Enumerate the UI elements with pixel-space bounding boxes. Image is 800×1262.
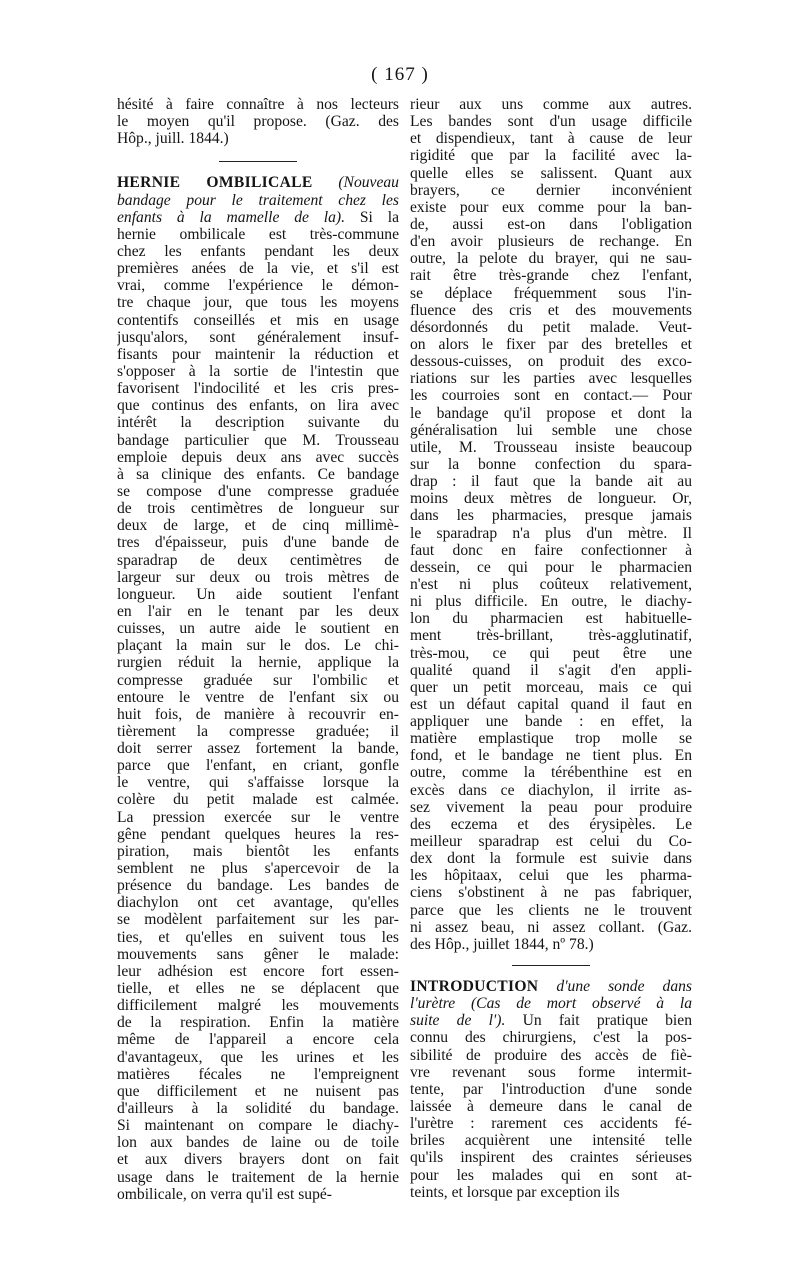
text-line: huit fois, de manière à recouvrir en- — [117, 705, 399, 723]
left-column — [117, 96, 399, 1203]
text-line: des eczema et des érysipèles. Le — [410, 815, 692, 833]
text-line: brayers, ce dernier inconvénient — [410, 181, 692, 199]
article-subtitle-line: bandage pour le traitement chez les — [117, 191, 399, 209]
text-line: cuisses, un autre aide le soutient en — [117, 620, 399, 638]
text-line: ment très-brillant, très-agglutinatif, — [410, 627, 692, 645]
text-line: parce que les clients ne le trouvent — [410, 901, 692, 919]
text-line: ties, et qu'elles en suivent tous les — [117, 928, 399, 946]
text-line: plaçant la main sur le dos. Le chi- — [117, 637, 399, 655]
intro-paragraph — [117, 96, 399, 147]
text-line: meilleur sparadrap est celui du Co- — [410, 833, 692, 851]
text-line: dessein, ce qui pour le pharmacien — [410, 558, 692, 576]
text-line: dessous-cuisses, on produit des exco- — [410, 353, 692, 371]
text-line: favorisent l'indocilité et les cris pres- — [117, 380, 399, 398]
text-line: colère du petit malade est calmée. — [117, 791, 399, 809]
text-line: briles acquièrent une intensité telle — [410, 1132, 692, 1150]
text-line: ni assez beau, ni assez collant. (Gaz. — [410, 918, 692, 936]
text-line: hésité à faire connaître à nos lecteurs — [117, 96, 399, 113]
text-line: outre, la pelote du brayer, qui ne sau- — [410, 250, 692, 268]
text-line: connu des chirurgiens, c'est la pos- — [410, 1029, 692, 1047]
text-line: contentifs conseillés et mis en usage — [117, 311, 399, 329]
text-line: même de l'appareil a encore cela — [117, 1031, 399, 1049]
text-line: de trois centimètres de longueur sur — [117, 500, 399, 518]
article2-subtitle-line: suite de l'). Un fait pratique bien — [410, 1012, 692, 1030]
text-line: vre revenant sous forme intermit- — [410, 1063, 692, 1081]
text-line: le ventre, qui s'affaisse lorsque la — [117, 774, 399, 792]
text-line: en l'air en le tenant par les deux — [117, 602, 399, 620]
text-line: tielle, et elles ne se déplacent que — [117, 980, 399, 998]
text-line: sez vivement la peau pour produire — [410, 798, 692, 816]
text-line: que continus des enfants, on lira avec — [117, 397, 399, 415]
text-line: hernie ombilicale est très-commune — [117, 225, 399, 243]
text-line: de la respiration. Enfin la matière — [117, 1014, 399, 1032]
text-line: diachylon ont cet avantage, qu'elles — [117, 894, 399, 912]
text-line: drap : il faut que la bande ait au — [410, 473, 692, 491]
text-line: fluence des cris et des mouvements — [410, 301, 692, 319]
article-heading: HERNIE OMBILICALE — [117, 174, 313, 192]
article2-subtitle-line: l'urètre (Cas de mort observé à la — [410, 995, 692, 1013]
text-line: dans les pharmacies, presque jamais — [410, 507, 692, 525]
text-line: faut donc en faire confectionner à — [410, 541, 692, 559]
section-divider — [219, 161, 297, 162]
text-line: matières fécales ne l'empreignent — [117, 1065, 399, 1083]
text-line: et dispendieux, tant à cause de leur — [410, 130, 692, 148]
text-line: les courroies sont en contact.— Pour — [410, 387, 692, 405]
text-line: entoure le ventre de l'enfant six ou — [117, 688, 399, 706]
text-line: Hôp., juill. 1844.) — [117, 130, 229, 148]
text-line: tièrement la compresse graduée; il — [117, 722, 399, 740]
text-line: excès dans ce diachylon, il irrite as- — [410, 781, 692, 799]
article-heading-line — [117, 174, 399, 191]
text-line: et aux divers brayers dont on fait — [117, 1151, 399, 1169]
text-line: généralisation lui semble une chose — [410, 421, 692, 439]
text-line: semblent ne plus s'apercevoir de la — [117, 860, 399, 878]
text-line: rait être très-grande chez l'enfant, — [410, 267, 692, 285]
article2-body — [410, 1029, 692, 1200]
text-line: très-mou, ce qui peut être une — [410, 644, 692, 662]
text-line: le bandage qu'il propose et dont la — [410, 404, 692, 422]
text-line: n'est ni plus coûteux relativement, — [410, 575, 692, 593]
text-line: compresse graduée sur l'ombilic et — [117, 671, 399, 689]
text-line: rigidité que par la facilité avec la- — [410, 147, 692, 165]
text-line: sparadrap de deux centimètres de — [117, 551, 399, 569]
text-line: utile, M. Trousseau insiste beaucoup — [410, 438, 692, 456]
page-number: ( 167 ) — [371, 64, 429, 85]
text-line: bandage particulier que M. Trousseau — [117, 431, 399, 449]
text-line: se modèlent parfaitement sur les par- — [117, 911, 399, 929]
text-line: sur la bonne confection du spara- — [410, 455, 692, 473]
text-line: lon aux bandes de laine ou de toile — [117, 1134, 399, 1152]
text-line: sibilité de produire des accès de fiè- — [410, 1046, 692, 1064]
text-line: présence du bandage. Les bandes de — [117, 877, 399, 895]
text-line: doit serrer assez fortement la bande, — [117, 740, 399, 758]
text-line: leur adhésion est encore fort essen- — [117, 962, 399, 980]
text-line: d'en avoir plusieurs de rechange. En — [410, 233, 692, 251]
article-subtitle-start: (Nouveau — [338, 174, 399, 192]
text-line: qualité quand il s'agit d'en appli- — [410, 661, 692, 679]
text-line: tente, par l'introduction d'une sonde — [410, 1080, 692, 1098]
text-line: rieur aux uns comme aux autres. — [410, 96, 692, 113]
text-line: parce que l'enfant, en criant, gonfle — [117, 757, 399, 775]
text-line: intérêt la description suivante du — [117, 414, 399, 432]
text-line: ciens s'obstinent à ne pas fabriquer, — [410, 884, 692, 902]
text-line: se déplace fréquemment sous l'in- — [410, 284, 692, 302]
text-line: fisants pour maintenir la réduction et — [117, 345, 399, 363]
text-line: de, aussi est-on dans l'obligation — [410, 215, 692, 233]
text-line: emploie depuis deux ans avec succès — [117, 448, 399, 466]
text-line: d'avantageux, que les urines et les — [117, 1048, 399, 1066]
text-line: teints, et lorsque par exception ils — [410, 1183, 620, 1201]
text-line: tres d'épaisseur, puis d'une bande de — [117, 534, 399, 552]
article2-heading: INTRODUCTION — [410, 978, 539, 996]
text-line: des Hôp., juillet 1844, nº 78.) — [410, 935, 594, 953]
article-subtitle-line: enfants à la mamelle de la). Si la — [117, 208, 399, 226]
text-line: difficilement malgré les mouvements — [117, 997, 399, 1015]
text-line: appliquer une bande : en effet, la — [410, 713, 692, 731]
text-line: qu'ils inspirent des craintes sérieuses — [410, 1149, 692, 1167]
text-line: lon du pharmacien est habituelle- — [410, 610, 692, 628]
text-line: est un défaut capital quand il faut en — [410, 695, 692, 713]
text-line: le moyen qu'il propose. (Gaz. des — [117, 113, 399, 131]
text-line: l'urètre : rarement ces accidents fé- — [410, 1115, 692, 1133]
text-line: tre chaque jour, que tous les moyens — [117, 294, 399, 312]
text-line: largeur sur deux ou trois mètres de — [117, 568, 399, 586]
text-line: La pression exercée sur le ventre — [117, 808, 399, 826]
text-line: fond, et le bandage ne tient plus. En — [410, 747, 692, 765]
text-line: le sparadrap n'a plus d'un mètre. Il — [410, 524, 692, 542]
article-body — [117, 226, 399, 1203]
text-line: outre, comme la térébenthine est en — [410, 764, 692, 782]
text-line: quelle elles se salissent. Quant aux — [410, 164, 692, 182]
text-line: dex dont la formule est suivie dans — [410, 850, 692, 868]
text-line: désordonnés du petit malade. Veut- — [410, 318, 692, 336]
text-line: jusqu'alors, sont généralement insuf- — [117, 328, 399, 346]
text-line: d'ailleurs à la solidité du bandage. — [117, 1100, 399, 1118]
text-line: s'opposer à la sortie de l'intestin que — [117, 362, 399, 380]
text-line: existe pour eux comme pour la ban- — [410, 198, 692, 216]
section-divider — [512, 965, 590, 966]
text-line: les hôpitaax, celui que les pharma- — [410, 867, 692, 885]
text-line: matière emplastique trop molle se — [410, 730, 692, 748]
article2-heading-line — [410, 978, 692, 995]
text-line: piration, mais bientôt les enfants — [117, 842, 399, 860]
text-line: on alors le fixer par des bretelles et — [410, 335, 692, 353]
text-line: Si maintenant on compare le diachy- — [117, 1117, 399, 1135]
text-line: moins deux mètres de longueur. Or, — [410, 490, 692, 508]
right-column — [410, 96, 692, 1201]
text-line: vrai, comme l'expérience le démon- — [117, 277, 399, 295]
text-line: mouvements sans gêner le malade: — [117, 945, 399, 963]
text-line: usage dans le traitement de la hernie — [117, 1168, 399, 1186]
text-line: quer un petit morceau, mais ce qui — [410, 678, 692, 696]
text-line: à sa clinique des enfants. Ce bandage — [117, 465, 399, 483]
text-line: longueur. Un aide soutient l'enfant — [117, 585, 399, 603]
text-line: Les bandes sont d'un usage difficile — [410, 113, 692, 131]
text-line: rurgien réduit la hernie, applique la — [117, 654, 399, 672]
text-line: gêne pendant quelques heures la res- — [117, 825, 399, 843]
article2-subtitle-start: d'une sonde dans — [556, 978, 692, 996]
text-line: deux de large, et de cinq millimè- — [117, 517, 399, 535]
text-line: ni plus difficile. En outre, le diachy- — [410, 593, 692, 611]
text-line: premières anées de la vie, et s'il est — [117, 260, 399, 278]
text-line: pour les malades qui en sont at- — [410, 1166, 692, 1184]
text-line: riations sur les parties avec lesquelles — [410, 370, 692, 388]
text-line: que difficilement et ne nuisent pas — [117, 1082, 399, 1100]
text-line: laissée à demeure dans le canal de — [410, 1098, 692, 1116]
text-line: chez les enfants pendant les deux — [117, 242, 399, 260]
text-line: ombilicale, on verra qu'il est supé- — [117, 1185, 332, 1203]
article-continuation — [410, 96, 692, 953]
text-line: se compose d'une compresse graduée — [117, 482, 399, 500]
